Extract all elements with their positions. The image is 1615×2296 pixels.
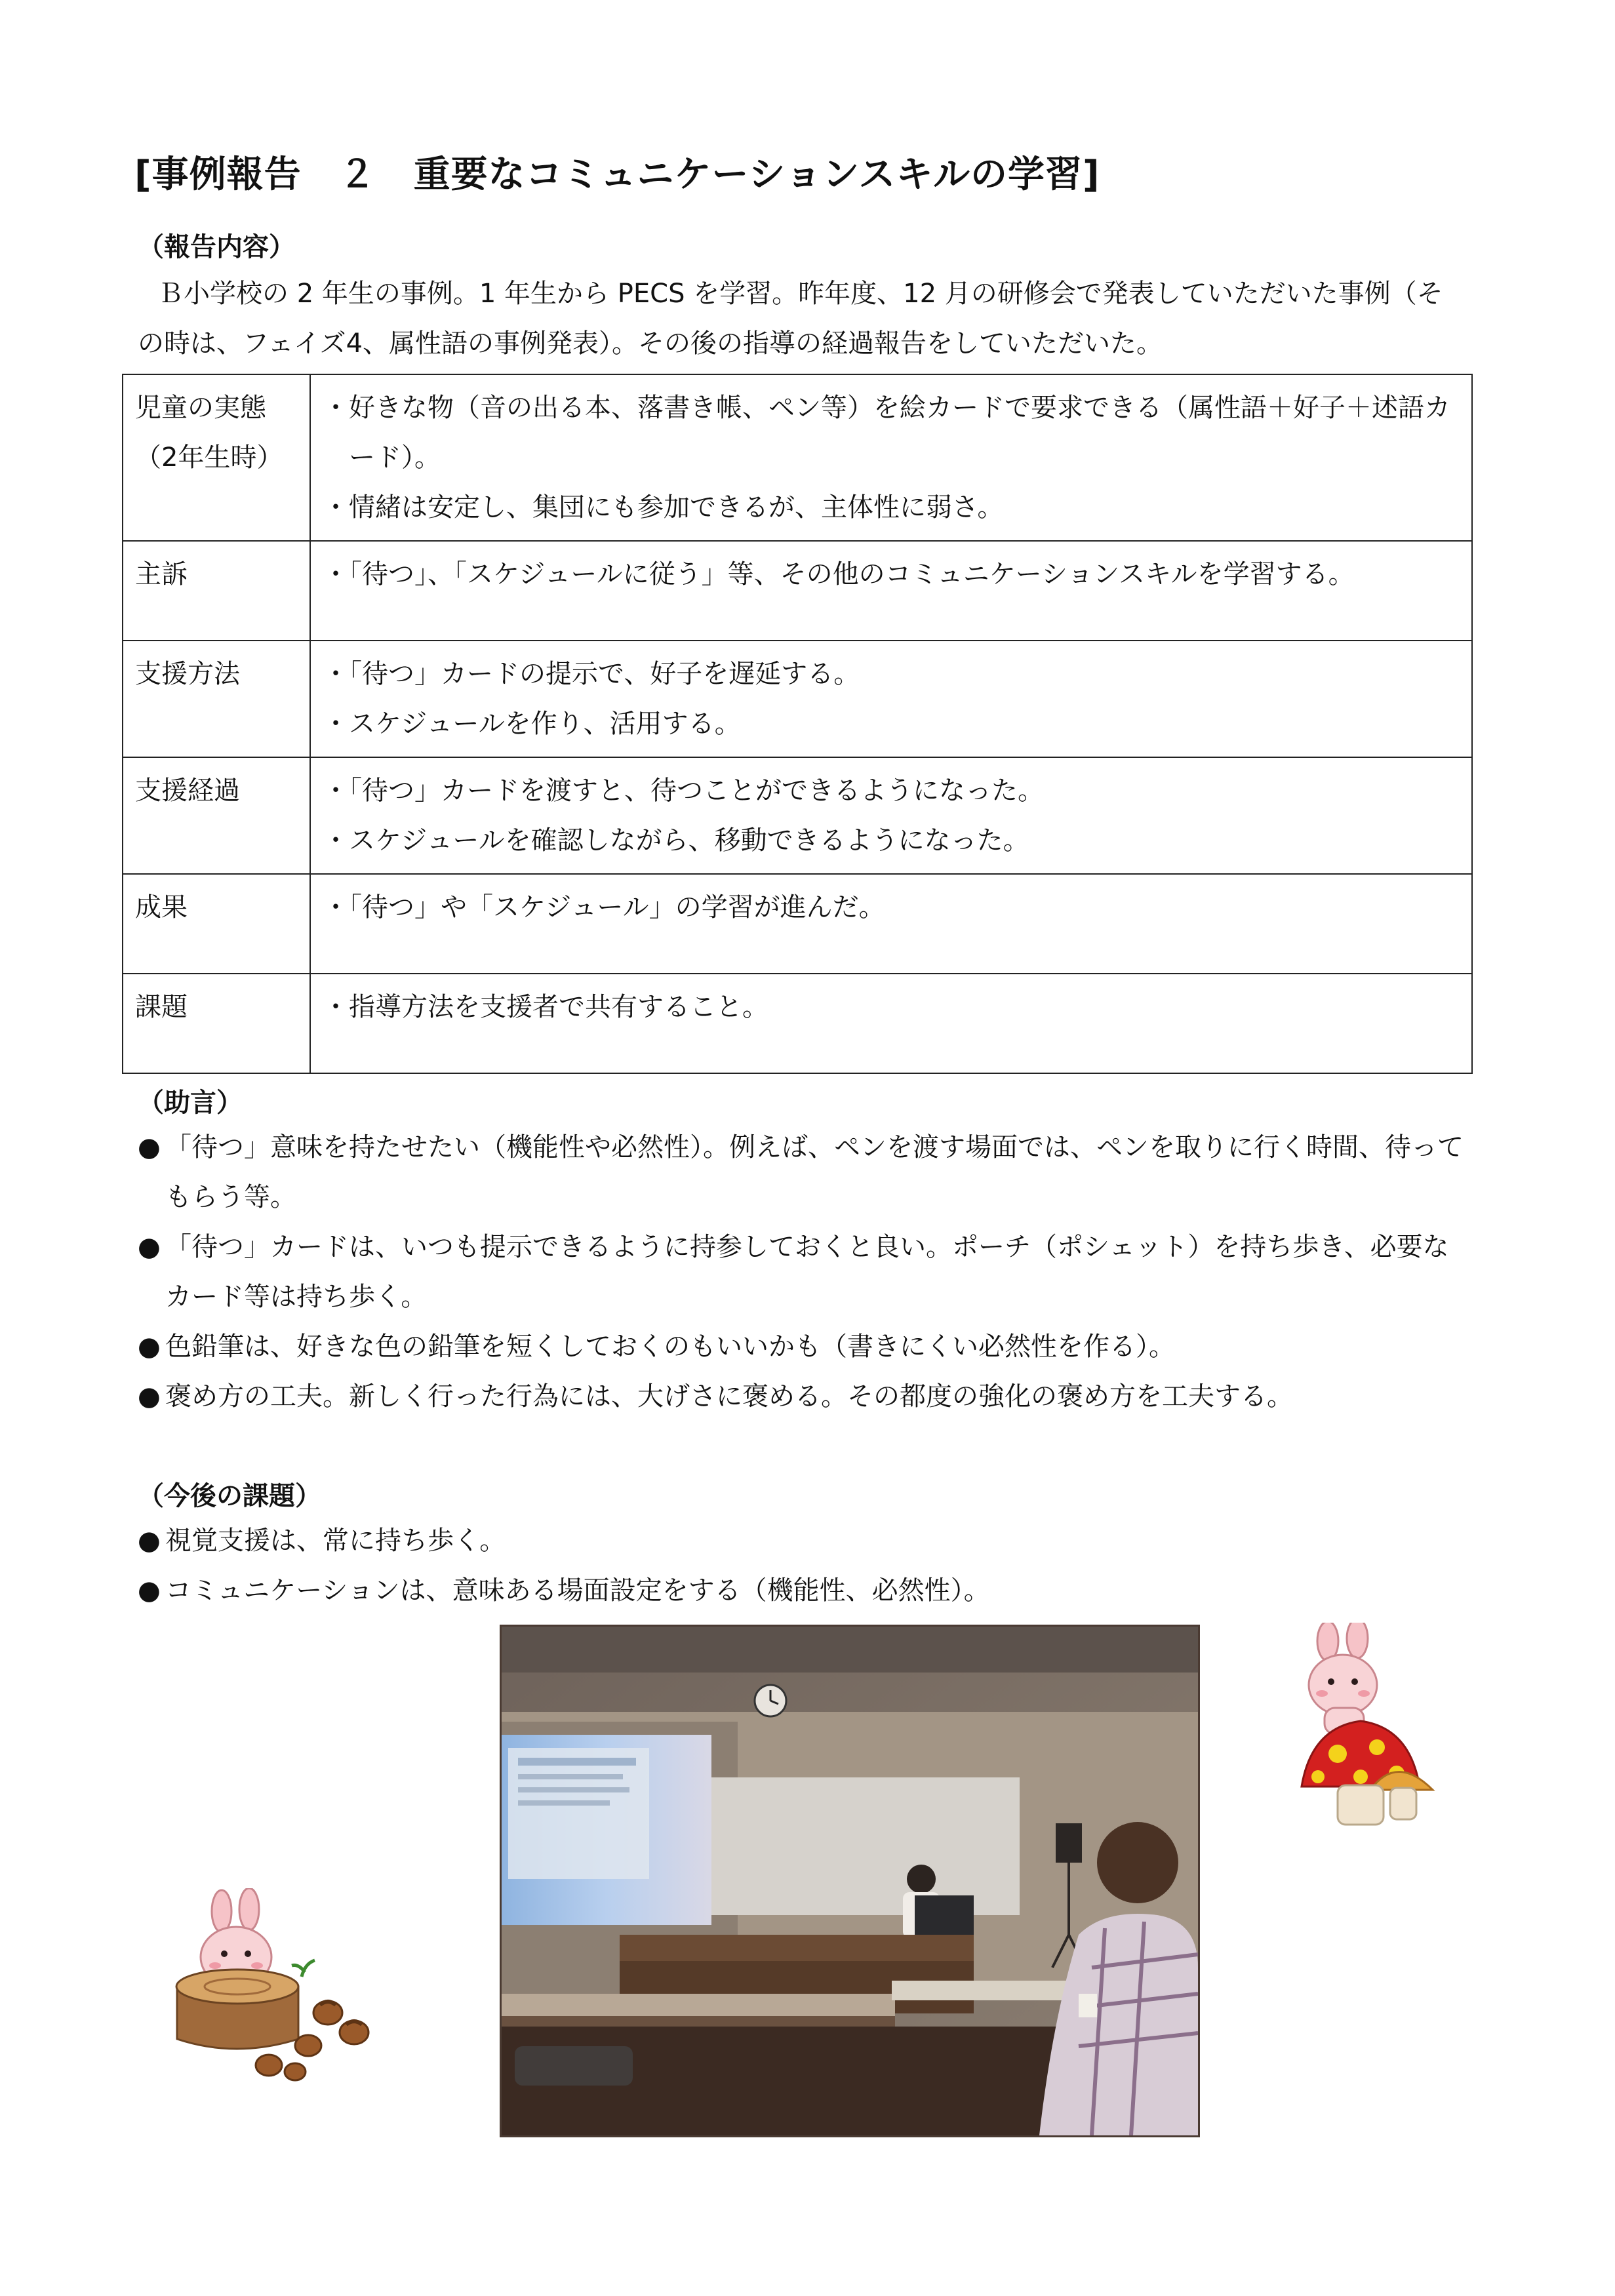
content-line: ・指導方法を支援者で共有すること。 [323, 992, 768, 1022]
table-row-header: 支援経過 [123, 757, 310, 874]
content-line: ・スケジュールを作り、活用する。 [323, 709, 741, 739]
table-row-content [310, 641, 1472, 757]
content-line: ・「待つ」や「スケジュール」の学習が進んだ。 [323, 892, 885, 922]
list-item [138, 1566, 1469, 1615]
advice-text: 色鉛筆は、好きな色の鉛筆を短くしておくのもいいかも（書きにくい必然性を作る）。 [165, 1332, 1175, 1362]
advice-text: 「待つ」意味を持たせたい（機能性や必然性）。例えば、ペンを渡す場面では、ペンを取りに行く時間、待ってもらう等。 [165, 1132, 1464, 1212]
table-row [123, 974, 1472, 1073]
list-item [138, 1322, 1469, 1372]
table-row-header: 支援方法 [123, 641, 310, 757]
table-row-content [310, 874, 1472, 974]
content-line: ・「待つ」カードを渡すと、待つことができるようになった。 [323, 776, 1044, 806]
list-item [138, 1222, 1469, 1322]
row-header-line: （2年生時） [135, 443, 283, 473]
table-row-header: 主訴 [123, 541, 310, 641]
content-line: ・「待つ」、「スケジュールに従う」等、その他のコミュニケーションスキルを学習する。 [323, 559, 1355, 589]
report-heading: （報告内容） [138, 232, 295, 262]
future-heading: （今後の課題） [138, 1481, 321, 1511]
table-row-content [310, 974, 1472, 1073]
table-row-header [123, 374, 310, 541]
advice-heading: （助言） [138, 1088, 243, 1118]
advice-text: 褒め方の工夫。新しく行った行為には、大げさに褒める。その都度の強化の褒め方を工夫する。 [165, 1381, 1293, 1412]
table-row [123, 374, 1472, 541]
bullet-icon: ● [138, 1526, 161, 1556]
table-row [123, 874, 1472, 974]
row-header-line: 児童の実態 [135, 393, 266, 423]
table-row-content [310, 374, 1472, 541]
content-line: ・情緒は安定し、集団にも参加できるが、主体性に弱さ。 [323, 492, 1004, 523]
bullet-icon: ● [138, 1381, 161, 1412]
content-line: ・好きな物（音の出る本、落書き帳、ペン等）を絵カードで要求できる（属性語＋好子＋述語カ [323, 393, 1450, 423]
list-item [138, 1122, 1469, 1222]
advice-list [138, 1122, 1469, 1421]
seminar-photo-image [502, 1627, 1198, 2135]
table-row [123, 541, 1472, 641]
table-row-content [310, 541, 1472, 641]
report-intro-line: Ｂ小学校の 2 年生の事例。1 年生から PECS を学習。昨年度、12 月の研修会で発表していただいた事例（そ [157, 279, 1443, 309]
content-line: ード）。 [349, 443, 441, 473]
table-row-content [310, 757, 1472, 874]
page-title: [事例報告 ２ 重要なコミュニケーションスキルの学習] [134, 153, 1100, 196]
future-text: コミュニケーションは、意味ある場面設定をする（機能性、必然性）。 [165, 1575, 990, 1606]
bunny-stump-illustration [170, 1888, 387, 2085]
future-list [138, 1516, 1469, 1615]
bullet-icon: ● [138, 1232, 161, 1262]
bullet-icon: ● [138, 1132, 161, 1162]
list-item [138, 1516, 1469, 1566]
bunny-mushroom-illustration [1298, 1623, 1443, 1832]
seminar-photo [500, 1625, 1200, 2137]
table-row [123, 641, 1472, 757]
advice-text: 「待つ」カードは、いつも提示できるように持参しておくと良い。ポーチ（ポシェット）を持ち歩き、必要なカード等は持ち歩く。 [165, 1232, 1449, 1312]
content-line: ・「待つ」カードの提示で、好子を遅延する。 [323, 659, 860, 689]
list-item [138, 1372, 1469, 1421]
table-row-header: 課題 [123, 974, 310, 1073]
report-intro-line: の時は、フェイズ4、属性語の事例発表）。その後の指導の経過報告をしていただいた。 [138, 328, 1163, 359]
future-text: 視覚支援は、常に持ち歩く。 [165, 1526, 506, 1556]
table-row-header: 成果 [123, 874, 310, 974]
table-row [123, 757, 1472, 874]
bullet-icon: ● [138, 1332, 161, 1362]
case-table [122, 374, 1473, 1074]
report-intro [138, 269, 1469, 368]
content-line: ・スケジュールを確認しながら、移動できるようになった。 [323, 825, 1029, 856]
bullet-icon: ● [138, 1575, 161, 1606]
